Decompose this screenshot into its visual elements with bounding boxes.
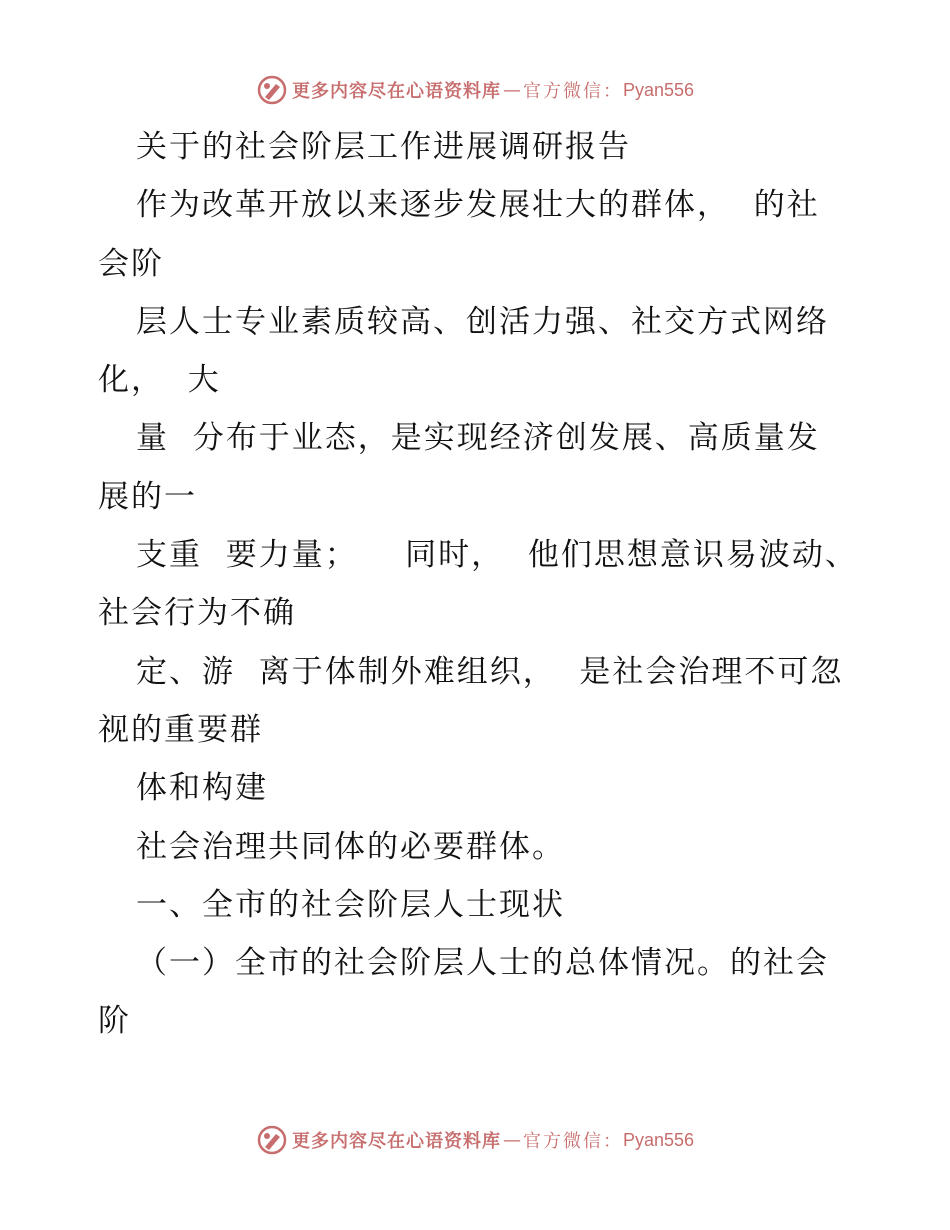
footer-banner-dash: — [502,1129,521,1151]
pen-logo-icon [256,74,288,106]
paragraph-line: 定、游 离于体制外难组织， 是社会治理不可忽 [136,653,844,690]
footer-wechat-handle: Pyan556 [622,1129,695,1150]
paragraph-line: 展的一 [98,478,197,515]
header-banner-text: 更多内容尽在心语资料库 [291,81,501,102]
paragraph-line: 量 分布于业态，是实现经济创发展、高质量发 [136,420,820,457]
header-wechat-label: 官方微信： [522,81,623,102]
header-watermark-banner [0,72,950,108]
paragraph-line: 社会治理共同体的必要群体。 [136,828,565,865]
subsection-heading: （一）全市的社会阶层人士的总体情况。的社会 [136,945,829,982]
document-body [98,118,868,1051]
paragraph-line: 层人士专业素质较高、创活力强、社交方式网络 [136,303,829,340]
paragraph-line: 会阶 [98,245,164,282]
paragraph-line: 体和构建 [136,770,268,807]
paragraph-line: 化， 大 [98,362,221,399]
footer-banner-text: 更多内容尽在心语资料库 [291,1131,501,1152]
paragraph-line: 社会行为不确 [98,595,296,632]
paragraph-line: 支重 要力量； 同时， 他们思想意识易波动、 [136,537,858,574]
header-banner-dash: — [502,79,521,101]
pen-logo-icon [256,1124,288,1156]
footer-watermark-banner [0,1122,950,1158]
paragraph-line: 作为改革开放以来逐步发展壮大的群体， 的社 [136,187,820,224]
paragraph-line: 视的重要群 [98,711,263,748]
paragraph-line: 阶 [98,1003,131,1040]
footer-wechat-label: 官方微信： [522,1131,623,1152]
header-wechat-handle: Pyan556 [622,79,695,100]
document-title: 关于的社会阶层工作进展调研报告 [136,129,631,165]
section-heading: 一、全市的社会阶层人士现状 [136,886,565,923]
